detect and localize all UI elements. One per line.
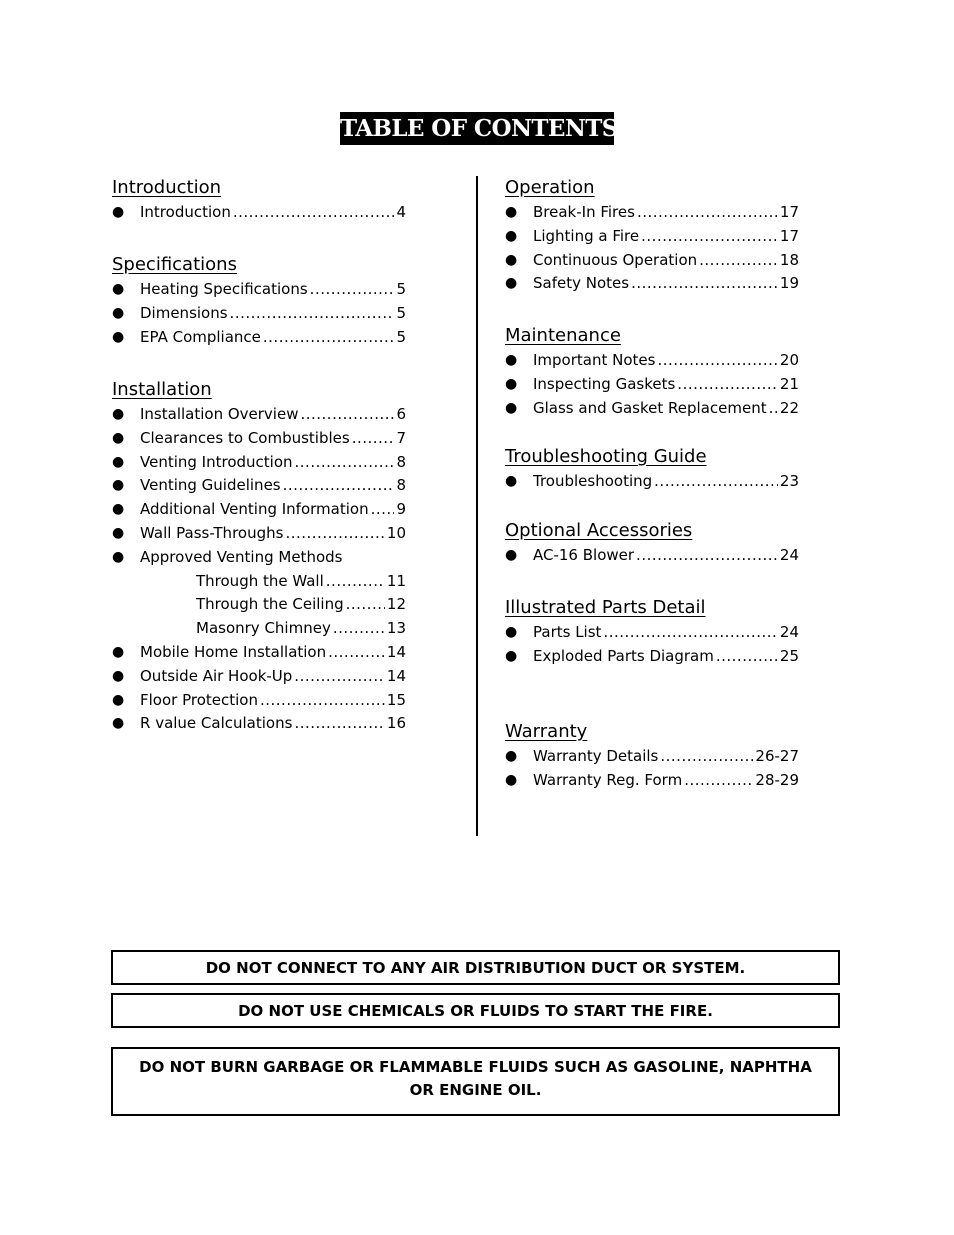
toc-entry-page: 14 bbox=[386, 642, 406, 661]
toc-entry-page: 24 bbox=[779, 546, 799, 564]
toc-entry-label: Troubleshooting bbox=[533, 472, 653, 490]
toc-entry-label: Safety Notes bbox=[533, 274, 630, 293]
toc-entry-page: 10 bbox=[386, 523, 406, 542]
dot-leader bbox=[657, 349, 777, 373]
bullet-icon: ● bbox=[112, 406, 125, 422]
toc-entry-page: 17 bbox=[779, 203, 799, 221]
toc-section-installation bbox=[112, 378, 412, 736]
toc-entry[interactable] bbox=[112, 712, 412, 736]
dot-leader bbox=[654, 470, 778, 494]
toc-entry[interactable] bbox=[505, 397, 805, 421]
dot-leader bbox=[233, 201, 395, 225]
toc-entry-label: Lighting a Fire bbox=[533, 226, 640, 245]
bullet-icon: ● bbox=[112, 477, 125, 494]
toc-section-illustrated-parts-detail bbox=[505, 596, 805, 669]
toc-entry[interactable] bbox=[505, 249, 805, 273]
toc-entry[interactable] bbox=[505, 621, 805, 645]
section-heading: Operation bbox=[505, 177, 595, 198]
dot-leader bbox=[660, 745, 753, 769]
bullet-icon: ● bbox=[505, 624, 518, 640]
dot-leader bbox=[300, 403, 394, 427]
toc-entry-page: 5 bbox=[396, 303, 406, 322]
toc-entry-page: 28-29 bbox=[755, 770, 799, 789]
toc-entry-label: Venting Introduction bbox=[140, 452, 293, 471]
dot-leader bbox=[294, 665, 385, 689]
toc-entry-label: AC-16 Blower bbox=[533, 546, 635, 564]
toc-entry-label: Installation Overview bbox=[140, 405, 299, 423]
dot-leader bbox=[699, 249, 778, 273]
toc-entry[interactable] bbox=[112, 617, 412, 641]
bullet-icon: ● bbox=[112, 524, 125, 541]
toc-entry[interactable] bbox=[112, 570, 412, 594]
toc-entry[interactable] bbox=[112, 522, 412, 546]
toc-entry[interactable] bbox=[112, 641, 412, 665]
toc-entry-label: Mobile Home Installation bbox=[140, 642, 327, 661]
toc-entry-page: 14 bbox=[386, 666, 406, 685]
toc-entry[interactable] bbox=[505, 373, 805, 397]
toc-entry-label: Masonry Chimney bbox=[196, 619, 331, 638]
toc-entry-label: Warranty Details bbox=[533, 747, 659, 765]
dot-leader bbox=[295, 451, 395, 475]
toc-entry[interactable] bbox=[112, 546, 412, 570]
bullet-icon: ● bbox=[112, 643, 125, 660]
toc-entry-page: 7 bbox=[396, 428, 406, 447]
toc-entry-page: 4 bbox=[396, 203, 406, 221]
bullet-icon: ● bbox=[505, 399, 518, 416]
toc-section-introduction bbox=[112, 176, 412, 225]
bullet-icon: ● bbox=[505, 547, 518, 563]
dot-leader bbox=[294, 712, 384, 736]
toc-entry-page: 15 bbox=[386, 690, 406, 709]
toc-entry-page: 11 bbox=[386, 571, 406, 590]
toc-section-maintenance bbox=[505, 324, 805, 420]
toc-entry[interactable] bbox=[112, 427, 412, 451]
column-divider bbox=[476, 176, 478, 836]
toc-entry-label: Continuous Operation bbox=[533, 250, 698, 269]
section-heading: Troubleshooting Guide bbox=[505, 446, 707, 467]
toc-entry-label: Introduction bbox=[140, 203, 231, 221]
bullet-icon: ● bbox=[505, 647, 518, 664]
toc-entry-page: 23 bbox=[779, 472, 799, 490]
toc-entry-label: Through the Ceiling bbox=[196, 595, 344, 614]
toc-entry[interactable] bbox=[112, 665, 412, 689]
section-heading: Optional Accessories bbox=[505, 520, 693, 541]
bullet-icon: ● bbox=[505, 748, 518, 764]
section-heading: Installation bbox=[112, 379, 212, 400]
toc-entry-label: Important Notes bbox=[533, 351, 656, 369]
toc-entry-label: Additional Venting Information bbox=[140, 500, 369, 519]
warning-box-duct: DO NOT CONNECT TO ANY AIR DISTRIBUTION DUCT OR SYSTEM. bbox=[111, 950, 840, 985]
dot-leader bbox=[603, 621, 777, 645]
toc-entry[interactable] bbox=[505, 769, 805, 793]
dot-leader bbox=[326, 570, 385, 594]
toc-entry-page: 26-27 bbox=[755, 747, 799, 765]
dot-leader bbox=[333, 617, 385, 641]
dot-leader bbox=[371, 498, 395, 522]
toc-entry-label: Dimensions bbox=[140, 303, 228, 322]
dot-leader bbox=[637, 201, 778, 225]
toc-entry[interactable] bbox=[505, 544, 805, 568]
toc-entry-label: Warranty Reg. Form bbox=[533, 770, 683, 789]
section-heading: Specifications bbox=[112, 254, 237, 275]
toc-entry-page: 21 bbox=[779, 374, 799, 393]
toc-entry[interactable] bbox=[112, 593, 412, 617]
bullet-icon: ● bbox=[505, 473, 518, 489]
bullet-icon: ● bbox=[112, 429, 125, 446]
toc-entry-page: 17 bbox=[779, 226, 799, 245]
toc-entry[interactable] bbox=[505, 745, 805, 769]
dot-leader bbox=[716, 645, 778, 669]
toc-entry-page: 25 bbox=[779, 646, 799, 665]
toc-entry-page: 9 bbox=[396, 500, 406, 519]
dot-leader bbox=[684, 769, 753, 793]
toc-entry[interactable] bbox=[112, 474, 412, 498]
toc-entry-label: Parts List bbox=[533, 623, 602, 641]
toc-entry-label: Inspecting Gaskets bbox=[533, 374, 676, 393]
dot-leader bbox=[310, 278, 395, 302]
toc-entry-page: 6 bbox=[396, 405, 406, 423]
dot-leader bbox=[352, 427, 395, 451]
toc-entry-label: Heating Specifications bbox=[140, 280, 308, 298]
toc-entry[interactable] bbox=[112, 451, 412, 475]
dot-leader bbox=[346, 593, 385, 617]
toc-entry-label: Clearances to Combustibles bbox=[140, 428, 350, 447]
toc-entry[interactable] bbox=[112, 498, 412, 522]
toc-entry-label: Wall Pass-Throughs bbox=[140, 523, 284, 542]
section-heading: Illustrated Parts Detail bbox=[505, 597, 706, 618]
dot-leader bbox=[285, 522, 384, 546]
toc-entry[interactable] bbox=[505, 201, 805, 225]
toc-entry-page: 8 bbox=[396, 452, 406, 471]
toc-entry[interactable] bbox=[112, 689, 412, 713]
toc-entry-label: Glass and Gasket Replacement bbox=[533, 398, 767, 417]
toc-entry[interactable] bbox=[112, 326, 412, 350]
section-heading: Maintenance bbox=[505, 325, 621, 346]
bullet-icon: ● bbox=[112, 304, 125, 321]
toc-entry-page: 24 bbox=[779, 623, 799, 641]
toc-entry-label: Outside Air Hook-Up bbox=[140, 666, 293, 685]
dot-leader bbox=[636, 544, 778, 568]
toc-entry[interactable] bbox=[505, 349, 805, 373]
toc-entry-label: Venting Guidelines bbox=[140, 476, 281, 495]
toc-entry-page: 18 bbox=[779, 250, 799, 269]
warning-box-garbage: DO NOT BURN GARBAGE OR FLAMMABLE FLUIDS SUCH AS GASOLINE, NAPHTHA OR ENGINE OIL. bbox=[111, 1047, 840, 1116]
bullet-icon: ● bbox=[112, 548, 125, 565]
toc-entry-label: Through the Wall bbox=[196, 571, 324, 590]
bullet-icon: ● bbox=[505, 275, 518, 292]
toc-entry-label: Exploded Parts Diagram bbox=[533, 646, 714, 665]
dot-leader bbox=[631, 272, 778, 296]
toc-section-specifications bbox=[112, 253, 412, 349]
toc-entry-page: 12 bbox=[386, 595, 406, 614]
toc-entry[interactable] bbox=[112, 403, 412, 427]
dot-leader bbox=[769, 397, 778, 421]
bullet-icon: ● bbox=[505, 204, 518, 220]
bullet-icon: ● bbox=[505, 375, 518, 392]
toc-entry-label: Approved Venting Methods bbox=[140, 547, 343, 566]
toc-entry[interactable] bbox=[112, 278, 412, 302]
toc-entry-page: 22 bbox=[779, 398, 799, 417]
section-heading: Introduction bbox=[112, 177, 222, 198]
dot-leader bbox=[283, 474, 395, 498]
dot-leader bbox=[230, 302, 395, 326]
toc-entry[interactable] bbox=[505, 645, 805, 669]
toc-section-warranty bbox=[505, 720, 805, 793]
bullet-icon: ● bbox=[112, 281, 125, 297]
dot-leader bbox=[328, 641, 385, 665]
dot-leader bbox=[677, 373, 778, 397]
toc-entry-page: 5 bbox=[396, 280, 406, 298]
bullet-icon: ● bbox=[112, 453, 125, 470]
toc-entry-label: R value Calculations bbox=[140, 714, 293, 733]
bullet-icon: ● bbox=[112, 204, 125, 220]
toc-entry-page: 8 bbox=[396, 476, 406, 495]
bullet-icon: ● bbox=[112, 715, 125, 732]
dot-leader bbox=[260, 689, 385, 713]
toc-entry-label: Floor Protection bbox=[140, 690, 258, 709]
toc-entry[interactable] bbox=[505, 225, 805, 249]
toc-entry-page: 16 bbox=[386, 714, 406, 733]
bullet-icon: ● bbox=[112, 328, 125, 345]
bullet-icon: ● bbox=[505, 227, 518, 244]
warning-box-chemicals: DO NOT USE CHEMICALS OR FLUIDS TO START THE FIRE. bbox=[111, 993, 840, 1028]
toc-entry-page: 13 bbox=[386, 619, 406, 638]
bullet-icon: ● bbox=[112, 691, 125, 708]
section-heading: Warranty bbox=[505, 721, 588, 742]
bullet-icon: ● bbox=[505, 771, 518, 788]
toc-entry-label: EPA Compliance bbox=[140, 327, 261, 346]
bullet-icon: ● bbox=[505, 352, 518, 368]
bullet-icon: ● bbox=[112, 667, 125, 684]
toc-entry[interactable] bbox=[112, 302, 412, 326]
toc-section-optional-accessories bbox=[505, 519, 805, 568]
dot-leader bbox=[263, 326, 395, 350]
toc-section-operation bbox=[505, 176, 805, 296]
toc-entry-page: 19 bbox=[779, 274, 799, 293]
toc-entry-label: Break-In Fires bbox=[533, 203, 635, 221]
bullet-icon: ● bbox=[112, 501, 125, 518]
toc-entry[interactable] bbox=[112, 201, 412, 225]
toc-entry[interactable] bbox=[505, 272, 805, 296]
dot-leader bbox=[641, 225, 778, 249]
toc-entry[interactable] bbox=[505, 470, 805, 494]
toc-entry-page: 20 bbox=[779, 351, 799, 369]
page-title: TABLE OF CONTENTS bbox=[340, 112, 614, 145]
toc-section-troubleshooting-guide bbox=[505, 445, 805, 494]
bullet-icon: ● bbox=[505, 251, 518, 268]
toc-entry-page: 5 bbox=[396, 327, 406, 346]
